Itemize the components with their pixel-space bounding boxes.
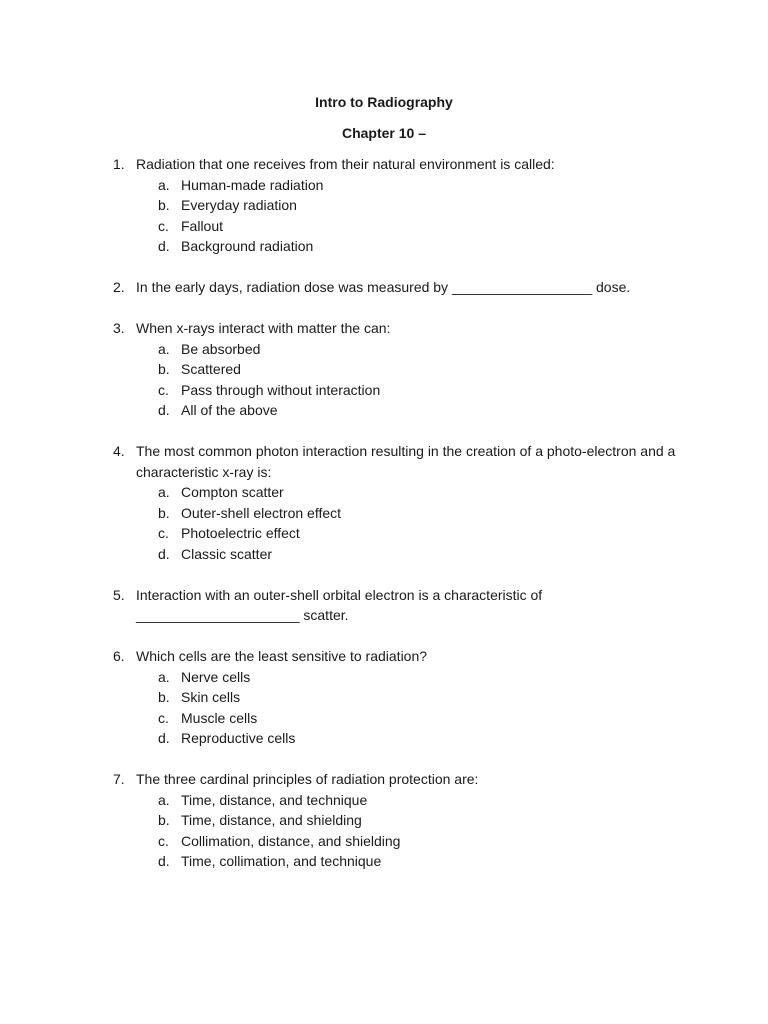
question-text: In the early days, radiation dose was measured by __________________ dose. (136, 279, 631, 295)
question-number: 7. (113, 771, 125, 787)
answer-option (0, 790, 768, 811)
answer-letter: c. (158, 832, 169, 849)
answer-text: Fallout (181, 217, 224, 234)
answer-option (0, 851, 768, 872)
answer-option (0, 667, 768, 688)
answer-letter: b. (158, 812, 170, 828)
question-item (0, 646, 768, 749)
answer-text: Be absorbed (181, 340, 261, 357)
answer-text: Pass through without interaction (181, 381, 381, 398)
answer-letter: a. (158, 668, 170, 685)
question-number: 4. (113, 443, 125, 459)
question-number: 1. (113, 156, 125, 172)
answer-text: Nerve cells (181, 668, 251, 685)
answer-letter: d. (158, 402, 170, 418)
answer-letter: b. (158, 361, 170, 377)
answer-text: Muscle cells (181, 709, 258, 726)
answer-letter: d. (158, 853, 170, 869)
question-text: Which cells are the least sensitive to radiation? (136, 648, 428, 664)
question-number: 6. (113, 648, 125, 664)
answer-letter: b. (158, 197, 170, 213)
answer-letter: d. (158, 545, 170, 562)
answer-text: Time, collimation, and technique (181, 853, 382, 869)
answer-option (0, 400, 768, 421)
answer-letter: a. (158, 791, 170, 808)
answer-letter: a. (158, 340, 170, 357)
answer-option (0, 359, 768, 380)
answer-list (0, 667, 768, 749)
answer-text: Outer-shell electron effect (181, 504, 342, 521)
answer-letter: a. (158, 176, 170, 193)
answer-option (0, 687, 768, 708)
answer-text: Time, distance, and shielding (181, 812, 362, 828)
answer-text: Collimation, distance, and shielding (181, 832, 401, 849)
answer-option (0, 544, 768, 565)
question-item (0, 441, 768, 564)
question-list (0, 154, 768, 892)
answer-option (0, 195, 768, 216)
answer-letter: d. (158, 730, 170, 746)
answer-list (0, 175, 768, 257)
question-number: 3. (113, 320, 125, 336)
answer-list (0, 339, 768, 421)
answer-text: Human-made radiation (181, 176, 324, 193)
question-text: Radiation that one receives from their natural environment is called: (136, 156, 555, 172)
answer-letter: d. (158, 238, 170, 254)
answer-text: Scattered (181, 361, 241, 377)
answer-text: Everyday radiation (181, 197, 297, 213)
answer-letter: c. (158, 217, 169, 234)
answer-option (0, 236, 768, 257)
question-text: When x-rays interact with matter the can: (136, 320, 391, 336)
question-number: 5. (113, 586, 125, 603)
answer-option (0, 175, 768, 196)
answer-option (0, 503, 768, 524)
answer-option (0, 831, 768, 852)
question-text: Interaction with an outer-shell orbital electron is a characteristic of _____________________ scatter. (136, 586, 547, 623)
question-item (0, 277, 768, 298)
answer-letter: b. (158, 504, 170, 521)
answer-option (0, 380, 768, 401)
answer-text: All of the above (181, 402, 278, 418)
document-title: Intro to Radiography (315, 94, 453, 110)
answer-text: Photoelectric effect (181, 525, 300, 541)
answer-option (0, 523, 768, 544)
question-number: 2. (113, 279, 125, 295)
answer-letter: c. (158, 709, 169, 726)
answer-list (0, 790, 768, 872)
answer-option (0, 482, 768, 503)
answer-text: Classic scatter (181, 545, 273, 562)
chapter-heading: Chapter 10 – (341, 125, 427, 141)
answer-option (0, 708, 768, 729)
answer-list (0, 482, 768, 564)
answer-letter: b. (158, 689, 170, 705)
question-item (0, 585, 768, 626)
question-item (0, 769, 768, 872)
question-text: The three cardinal principles of radiation protection are: (136, 771, 479, 787)
answer-text: Skin cells (181, 689, 241, 705)
question-text: The most common photon interaction resulting in the creation of a photo-electron and a characteristic x-ray is: (136, 443, 680, 480)
question-item (0, 318, 768, 421)
question-item (0, 154, 768, 257)
answer-letter: c. (158, 525, 169, 541)
answer-text: Background radiation (181, 238, 314, 254)
answer-option (0, 810, 768, 831)
answer-option (0, 339, 768, 360)
answer-text: Reproductive cells (181, 730, 296, 746)
answer-letter: c. (158, 381, 169, 398)
answer-letter: a. (158, 484, 170, 500)
answer-option (0, 728, 768, 749)
answer-option (0, 216, 768, 237)
answer-text: Time, distance, and technique (181, 791, 368, 808)
answer-text: Compton scatter (181, 484, 284, 500)
